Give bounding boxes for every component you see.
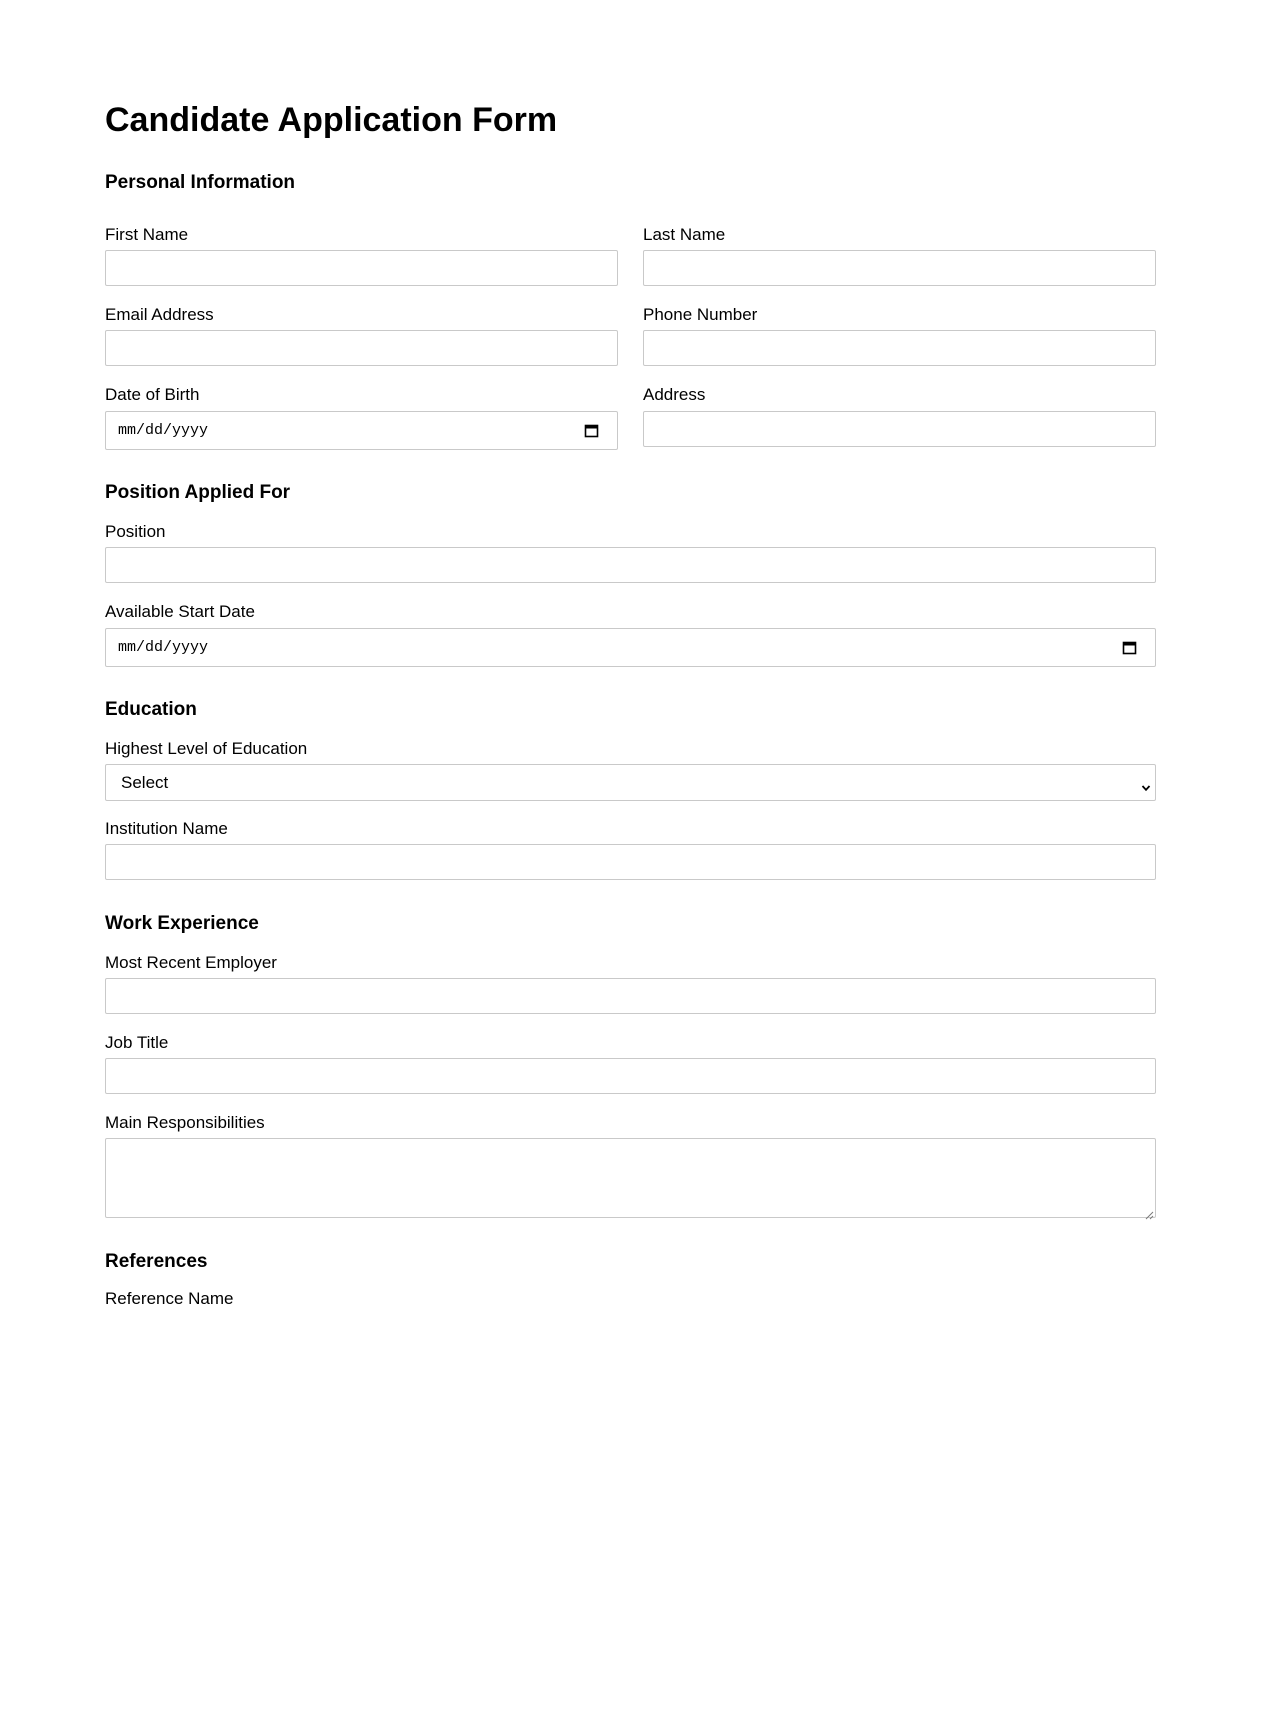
last-name-label: Last Name bbox=[643, 225, 726, 244]
calendar-icon[interactable] bbox=[1122, 640, 1137, 655]
employer-label: Most Recent Employer bbox=[105, 953, 277, 972]
resize-handle-icon[interactable] bbox=[1145, 1207, 1154, 1216]
education-level-selected: Select bbox=[121, 773, 169, 792]
position-input[interactable] bbox=[105, 547, 1156, 583]
job-title-label: Job Title bbox=[105, 1033, 169, 1052]
reference-name-clip bbox=[105, 1280, 505, 1308]
institution-label: Institution Name bbox=[105, 819, 228, 838]
start-date-input[interactable] bbox=[105, 628, 1156, 667]
address-input[interactable] bbox=[643, 411, 1156, 447]
phone-input[interactable] bbox=[643, 330, 1156, 366]
education-level-select[interactable] bbox=[105, 764, 1156, 801]
section-heading-personal: Personal Information bbox=[105, 172, 296, 193]
chevron-down-icon bbox=[1141, 779, 1151, 787]
last-name-input[interactable] bbox=[643, 250, 1156, 286]
address-label: Address bbox=[643, 385, 706, 404]
section-heading-position: Position Applied For bbox=[105, 482, 291, 503]
email-label: Email Address bbox=[105, 305, 214, 324]
dob-placeholder: mm/dd/yyyy bbox=[118, 422, 209, 439]
first-name-input[interactable] bbox=[105, 250, 618, 286]
section-heading-experience: Work Experience bbox=[105, 913, 259, 934]
section-heading-education: Education bbox=[105, 699, 197, 720]
education-level-label: Highest Level of Education bbox=[105, 739, 308, 758]
start-date-placeholder: mm/dd/yyyy bbox=[118, 639, 209, 656]
section-heading-references: References bbox=[105, 1251, 208, 1272]
responsibilities-label: Main Responsibilities bbox=[105, 1113, 265, 1132]
reference-name-label: Reference Name bbox=[105, 1289, 234, 1308]
page-title: Candidate Application Form bbox=[105, 101, 558, 139]
phone-label: Phone Number bbox=[643, 305, 758, 324]
calendar-icon[interactable] bbox=[584, 423, 599, 438]
job-title-input[interactable] bbox=[105, 1058, 1156, 1094]
position-label: Position bbox=[105, 522, 166, 541]
first-name-label: First Name bbox=[105, 225, 189, 244]
employer-input[interactable] bbox=[105, 978, 1156, 1014]
start-date-label: Available Start Date bbox=[105, 602, 255, 621]
dob-label: Date of Birth bbox=[105, 385, 200, 404]
email-input[interactable] bbox=[105, 330, 618, 366]
dob-date-input[interactable] bbox=[105, 411, 618, 450]
institution-input[interactable] bbox=[105, 844, 1156, 880]
responsibilities-textarea[interactable] bbox=[105, 1138, 1156, 1218]
